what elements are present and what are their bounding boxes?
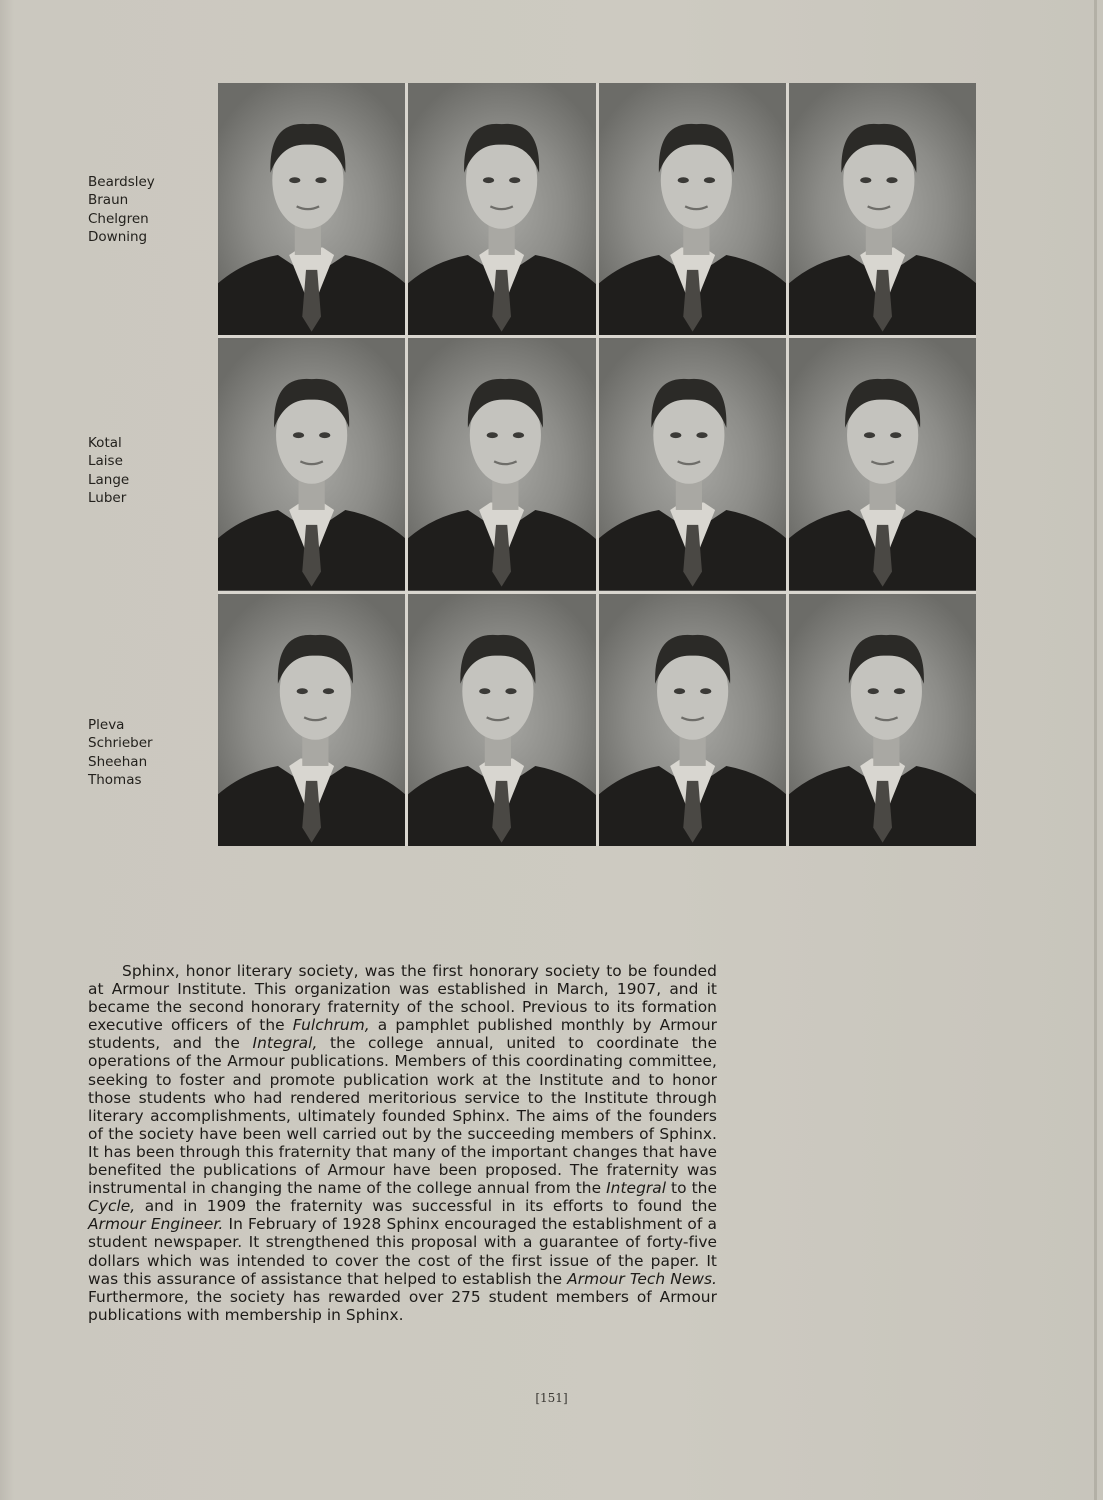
caption-name: Kotal — [88, 435, 122, 451]
portrait-figure — [599, 594, 786, 846]
portrait-photo — [599, 338, 786, 590]
text-run: a pamphlet published monthly by Armour students, and the — [88, 1016, 717, 1053]
caption-row-3 — [88, 716, 153, 789]
caption-name: Luber — [88, 489, 127, 506]
text-run: Sphinx, honor literary society, was the first honorary society to be founded at Armour Institute. This organization was established in March, 1907, and it became the second honorary fraternity of the school. Previous to its formation executive officers of the — [88, 962, 717, 1035]
portrait-photo — [218, 338, 405, 590]
italic-title: Armour Tech News. — [567, 1269, 717, 1288]
portrait-photo — [408, 594, 595, 846]
caption-row-1 — [88, 173, 155, 246]
portrait-photo — [789, 83, 976, 335]
italic-title: Fulchrum, — [292, 1016, 370, 1035]
portrait-figure — [599, 338, 786, 590]
portrait-figure — [789, 83, 976, 335]
italic-title: Integral, — [252, 1034, 318, 1053]
portrait-photo — [218, 594, 405, 846]
page-number: [151] — [535, 1391, 568, 1405]
portrait-grid — [218, 83, 976, 846]
caption-name: Laise — [88, 453, 123, 470]
italic-title: Cycle, — [88, 1197, 136, 1216]
portrait-figure — [218, 83, 405, 335]
caption-name: Chelgren — [88, 210, 149, 227]
portrait-figure — [789, 338, 976, 590]
text-run: Furthermore, the society has rewarded over 275 student members of Armour publications with membership in Sphinx. — [88, 1287, 717, 1324]
caption-name: Downing — [88, 228, 148, 245]
portrait-photo — [599, 594, 786, 846]
portrait-photo — [789, 338, 976, 590]
portrait-figure — [408, 594, 595, 846]
text-run: the college annual, united to coordinate the operations of the Armour publications. Members of this coordinating committee, seeking to foster and promote publication work at the Institute and to honor those students who had rendered meritorious service to the Institute through literary accomplishments, ultimately founded Sphinx. The aims of the founders of the society have been well carried out by the succeeding members of Sphinx. It has been through this fraternity that many of the important changes that have benefited the publications of Armour have been proposed. The fraternity was instrumental in changing the name of the college annual from the — [88, 1034, 717, 1198]
text-run: and in 1909 the fraternity was successful in its efforts to found the — [135, 1197, 717, 1216]
portrait-figure — [218, 594, 405, 846]
portrait-photo — [408, 83, 595, 335]
caption-name: Braun — [88, 192, 129, 209]
portrait-photo — [599, 83, 786, 335]
caption-name: Schrieber — [88, 735, 153, 752]
caption-name: Thomas — [88, 771, 142, 788]
caption-name: Sheehan — [88, 753, 148, 770]
italic-title: Integral — [606, 1179, 667, 1198]
portrait-figure — [599, 83, 786, 335]
italic-title: Armour Engineer. — [88, 1215, 224, 1234]
portrait-figure — [789, 594, 976, 846]
portrait-photo — [408, 338, 595, 590]
article-text — [88, 962, 717, 1324]
portrait-photo — [218, 83, 405, 335]
caption-name: Lange — [88, 471, 130, 488]
portrait-figure — [408, 338, 595, 590]
caption-name: Pleva — [88, 717, 125, 733]
portrait-figure — [218, 338, 405, 590]
caption-name: Beardsley — [88, 174, 155, 190]
portrait-photo — [789, 594, 976, 846]
portrait-figure — [408, 83, 595, 335]
text-run: to the — [666, 1179, 717, 1198]
text-run: In February of 1928 Sphinx encouraged the establishment of a student newspaper. It strengthened this proposal with a guarantee of forty-five dollars which was intended to cover the cost of the first issue of the paper. It was this assurance of assistance that helped to establish the — [88, 1215, 718, 1288]
caption-row-2 — [88, 434, 129, 507]
